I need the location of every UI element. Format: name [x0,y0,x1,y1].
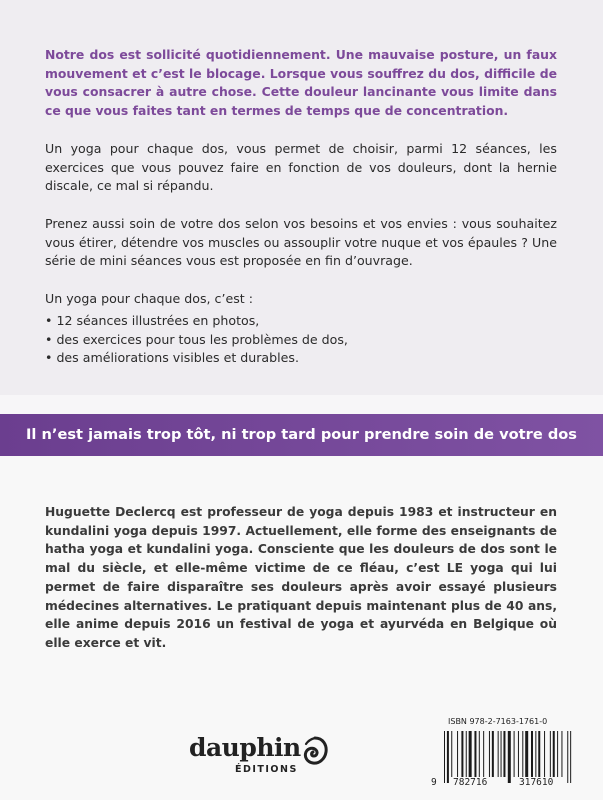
list-item: • des exercices pour tous les problèmes de dos, [45,331,348,350]
barcode-bar [508,731,511,783]
intro-paragraph-1: Un yoga pour chaque dos, vous permet de choisir, parmi 12 séances, les exercices que vous pouvez faire en fonction de vos douleurs, dont la hernie discale, ce mal si répandu. [45,141,557,194]
barcode-bar [447,731,449,783]
barcode-bar [489,731,490,777]
barcode-bar [531,731,533,777]
author-bio: Huguette Declercq est professeur de yoga depuis 1983 et instructeur en kundalini yoga depuis 1997. Actuellement, elle forme des enseignants de hatha yoga et kundalini yoga. Consciente que les douleurs de dos sont le mal du siècle, et elle-même victime de ce fléau, c’est LE yoga qui lui permet de faire disparaître ses douleurs après avoir essayé plusieurs médecines alternatives. Le pratiquant depuis maintenant plus de 40 ans, elle anime depuis 2016 un festival de yoga et ayurvéda en Belgique où elle exerce et vit. [45,505,557,650]
barcode-bar [451,731,452,777]
list-title: Un yoga pour chaque dos, c’est : [45,291,253,306]
list-item: • des améliorations visibles et durables. [45,349,348,368]
barcode-bar [544,731,545,777]
barcode-bar [466,731,467,777]
list-item: • 12 séances illustrées en photos, [45,312,348,331]
barcode-bar [557,731,558,777]
barcode-bar [535,731,536,777]
barcode-bar [538,731,540,777]
barcode-digits [430,777,580,789]
dolphin-icon [301,736,329,766]
barcode-bar [501,731,502,777]
publisher-subtitle: ÉDITIONS [235,764,298,775]
barcode-bar [503,731,505,777]
isbn-label: ISBN 978-2-7163-1761-0 [448,717,548,726]
intro-paragraph-2: Prenez aussi soin de votre dos selon vos besoins et vos envies : vous souhaitez vous étirer, détendre vos muscles ou assouplir votre nuque et vos épaules ? Une série de mini séances vous est proposée en fin d’ouvrage. [45,216,557,269]
barcode-bar [561,731,562,777]
barcode-bar [469,731,472,777]
barcode-bar [474,731,476,777]
publisher-logo [189,733,329,793]
tagline-banner: Il n’est jamais trop tôt, ni trop tard pour prendre soin de votre dos [0,414,603,456]
barcode-bar [498,731,499,777]
barcode-digits-right: 317610 [519,777,554,788]
barcode-bar [567,731,568,783]
barcode-bar [522,731,523,777]
barcode-bar [492,731,494,777]
barcode-bar [457,731,458,777]
barcode-bar [550,731,551,777]
barcode-digit-lead: 9 [431,777,437,788]
barcode-bar [461,731,463,777]
publisher-name: dauphin [189,733,301,762]
barcode-bar [518,731,519,777]
barcode-bar [483,731,484,777]
barcode-bar [444,731,445,783]
intro-lead: Notre dos est sollicité quotidiennement. Une mauvaise posture, un faux mouvement et c’est le blocage. Lorsque vous souffrez du dos, difficile de vous consacrer à autre chose. Cette douleur lancinante vous limite dans ce que vous faites tant en termes de temps que de concentration. [45,47,557,119]
barcode-bar [514,731,515,777]
barcode-bar [525,731,528,777]
barcode-bar [479,731,480,777]
barcode-bar [553,731,555,777]
barcode-bar [570,731,571,783]
feature-list [45,312,348,368]
barcode-digits-left: 782716 [453,777,488,788]
